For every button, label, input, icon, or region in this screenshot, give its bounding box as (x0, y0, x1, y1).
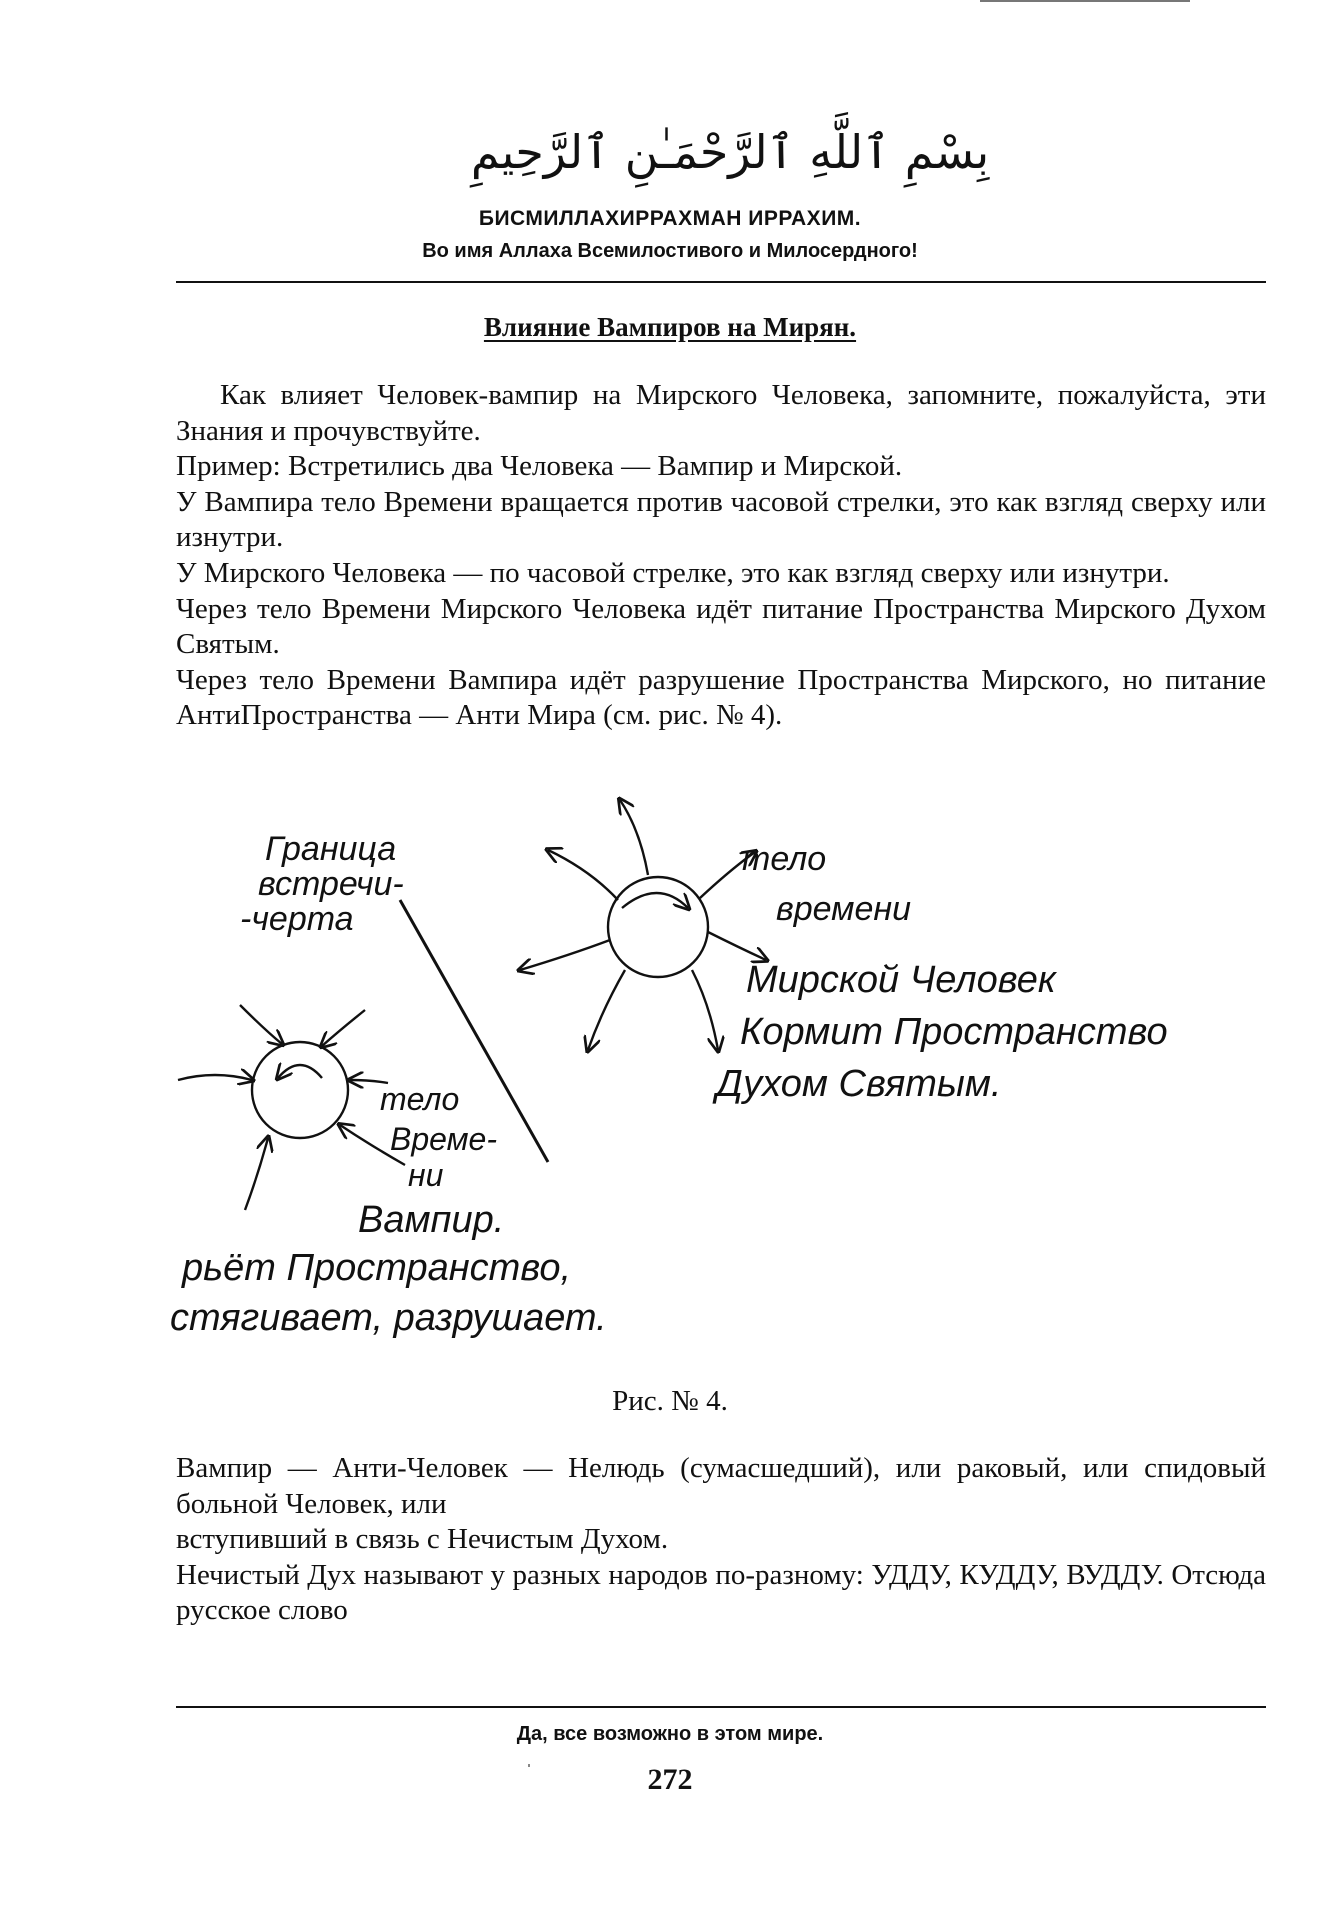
header-transliteration: БИСМИЛЛАХИРРАХМАН ИРРАХИМ. (478, 207, 862, 230)
svg-text:Кормит Пространство: Кормит Пространство (740, 1011, 1168, 1053)
footer-rule (176, 1706, 1266, 1708)
main-text (176, 378, 1266, 734)
paragraph: У Мирского Человека — по часовой стрелке, это как взгляд сверху или изнутри. (176, 556, 1170, 589)
vampire-description (170, 1199, 607, 1339)
running-footer: Да, все возможно в этом мире. (516, 1723, 824, 1745)
vampire-time-body (178, 1005, 405, 1210)
outward-arrow-icon (708, 932, 766, 960)
inward-arrow-icon (240, 1005, 282, 1044)
svg-text:Мирской Человек: Мирской Человек (746, 959, 1056, 1001)
header-translation: Во имя Аллаха Всемилостивого и Милосердного! (422, 240, 918, 262)
svg-text:بِسْمِ ٱللَّهِ ٱلرَّحْمَـٰنِ ٱ: بِسْمِ ٱللَّهِ ٱلرَّحْمَـٰنِ ٱلرَّحِيمِ (470, 125, 990, 179)
paragraph: Через тело Времени Мирского Человека идёт питание Пространства Мирского Духом Святым. (176, 592, 1266, 661)
svg-text:ни: ни (408, 1157, 444, 1193)
inward-arrow-icon (322, 1010, 365, 1046)
worldly-description (712, 959, 1168, 1105)
figure-caption: Рис. № 4. (612, 1385, 728, 1417)
paragraph: Нечистый Дух называют у разных народов по-разному: УДДУ, КУДДУ, ВУДДУ. Отсюда русское слово (176, 1558, 1266, 1627)
boundary-label (240, 830, 404, 938)
top-edge-rule (980, 0, 1190, 2)
svg-text:времени: времени (776, 890, 912, 928)
paragraph: вступивший в связь с Нечистым Духом. (176, 1523, 669, 1556)
outward-arrow-icon (520, 940, 610, 970)
svg-text:-черта: -черта (240, 900, 354, 938)
svg-text:Граница: Граница (265, 830, 397, 868)
section-title: Влияние Вампиров на Мирян. (483, 312, 857, 342)
paragraph: Как влияет Человек-вампир на Мирского Человека, запомните, пожалуйста, эти Знания и прочувствуйте. (176, 379, 1266, 447)
inward-arrow-icon (178, 1075, 252, 1080)
worldly-body-label (742, 840, 911, 928)
paragraph: Пример: Встретились два Человека — Вампир и Мирской. (176, 450, 903, 483)
svg-text:Духом Святым.: Духом Святым. (716, 1063, 1002, 1105)
figure-4-diagram (170, 790, 1290, 1350)
outward-arrow-icon (620, 800, 648, 875)
paragraph: Через тело Времени Вампира идёт разрушение Пространства Мирского, но питание АнтиПространства — Анти Мира (см. рис. № 4). (176, 663, 1266, 732)
svg-text:стягивает, разрушает.: стягивает, разрушает. (170, 1297, 607, 1339)
clockwise-arrow-icon (622, 893, 688, 908)
header-rule (176, 281, 1266, 283)
outward-arrow-icon (588, 970, 625, 1050)
vampire-body-label (380, 1081, 497, 1193)
main-text-continued (176, 1451, 1266, 1629)
worldly-time-body (520, 800, 766, 1050)
svg-text:тело: тело (380, 1081, 460, 1117)
svg-text:Време-: Време- (390, 1121, 497, 1157)
inward-arrow-icon (245, 1138, 268, 1210)
paragraph: Вампир — Анти-Человек — Нелюдь (сумасшедший), или раковый, или спидовый больной Человек, или (176, 1452, 1266, 1520)
outward-arrow-icon (692, 970, 718, 1050)
page-number: 272 (647, 1763, 693, 1796)
svg-text:встречи-: встречи- (258, 865, 404, 903)
svg-text:тело: тело (742, 840, 827, 878)
counterclockwise-arrow-icon (278, 1065, 322, 1078)
svg-text:Вампир.: Вампир. (358, 1199, 505, 1241)
svg-text:рьёт Пространство,: рьёт Пространство, (182, 1247, 572, 1289)
paragraph: У Вампира тело Времени вращается против часовой стрелки, это как взгляд сверху или изнутри. (176, 485, 1266, 554)
outward-arrow-icon (548, 850, 618, 900)
basmala-calligraphy (470, 90, 990, 200)
